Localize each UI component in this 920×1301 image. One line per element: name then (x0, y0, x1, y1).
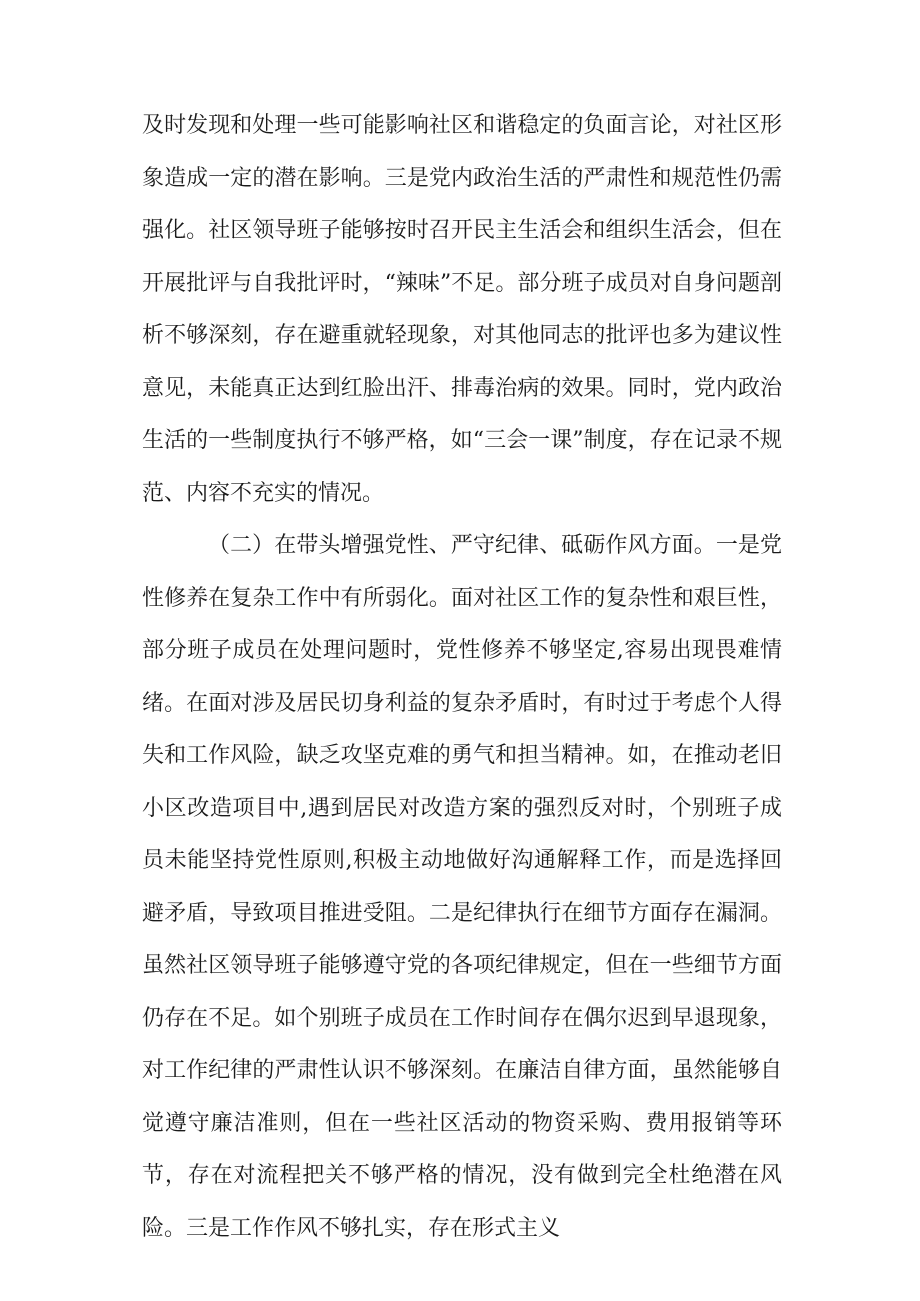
document-body (142, 100, 782, 1255)
paragraph-section-two: （二）在带头增强党性、严守纪律、砥砺作风方面。一是党性修养在复杂工作中有所弱化。面对社区工作的复杂性和艰巨性，部分班子成员在处理问题时，党性修养不够坚定,容易出现畏难情绪。在面对涉及居民切身利益的复杂矛盾时，有时过于考虑个人得失和工作风险，缺乏攻坚克难的勇气和担当精神。如，在推动老旧小区改造项目中,遇到居民对改造方案的强烈反对时，个别班子成员未能坚持党性原则,积极主动地做好沟通解释工作，而是选择回避矛盾，导致项目推进受阻。二是纪律执行在细节方面存在漏洞。虽然社区领导班子能够遵守党的各项纪律规定，但在一些细节方面仍存在不足。如个别班子成员在工作时间存在偶尔迟到早退现象，对工作纪律的严肃性认识不够深刻。在廉洁自律方面，虽然能够自觉遵守廉洁准则，但在一些社区活动的物资采购、费用报销等环节，存在对流程把关不够严格的情况，没有做到完全杜绝潜在风险。三是工作作风不够扎实，存在形式主义 (142, 533, 782, 1241)
paragraph-continuation: 及时发现和处理一些可能影响社区和谐稳定的负面言论，对社区形象造成一定的潜在影响。三是党内政治生活的严肃性和规范性仍需强化。社区领导班子能够按时召开民主生活会和组织生活会，但在开展批评与自我批评时，“辣味”不足。部分班子成员对自身问题剖析不够深刻，存在避重就轻现象，对其他同志的批评也多为建议性意见，未能真正达到红脸出汗、排毒治病的效果。同时，党内政治生活的一些制度执行不够严格，如“三会一课”制度，存在记录不规范、内容不充实的情况。 (142, 113, 782, 506)
